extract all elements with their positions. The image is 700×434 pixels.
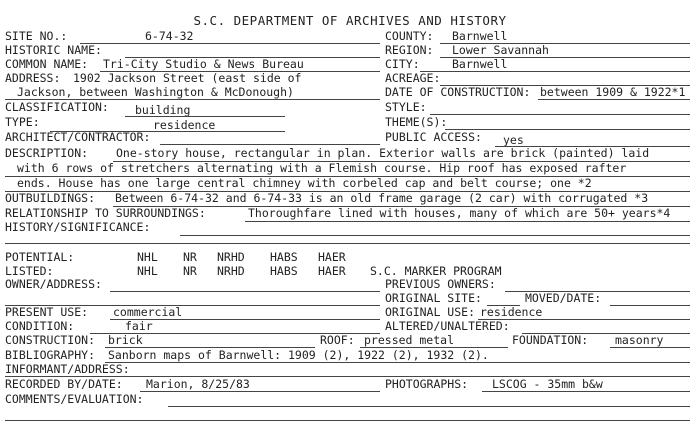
site-no-line bbox=[80, 43, 380, 44]
relationship-label: RELATIONSHIP TO SURROUNDINGS: bbox=[5, 206, 206, 220]
bibliography-line bbox=[105, 362, 690, 363]
recorded-line bbox=[140, 391, 380, 392]
public-access-label: PUBLIC ACCESS: bbox=[385, 130, 482, 144]
listed-nr: NR bbox=[183, 264, 197, 278]
foundation-line bbox=[610, 347, 690, 348]
address-line1: 1902 Jackson Street (east side of bbox=[73, 71, 302, 85]
photographs-label: PHOTOGRAPHS: bbox=[385, 377, 469, 391]
roof-value: pressed metal bbox=[364, 333, 455, 347]
description-line3: ends. House has one large central chimney with corbeled cap and belt course; one *2 bbox=[17, 176, 592, 190]
potential-nrhd: NRHD bbox=[217, 250, 245, 264]
common-name-value: Tri-City Studio & News Bureau bbox=[103, 57, 304, 71]
region-value: Lower Savannah bbox=[452, 43, 549, 57]
classification-line bbox=[125, 116, 285, 117]
photographs-line bbox=[482, 391, 690, 392]
outbuildings-value: Between 6-74-32 and 6-74-33 is an old frame garage (2 car) with corrugated *3 bbox=[115, 191, 649, 205]
county-value: Barnwell bbox=[452, 29, 508, 43]
original-use-label: ORIGINAL USE: bbox=[385, 305, 476, 319]
moved-date-label: MOVED/DATE: bbox=[525, 291, 602, 305]
construction-label: CONSTRUCTION: bbox=[5, 333, 96, 347]
address-line2: Jackson, between Washington & McDonough) bbox=[17, 85, 294, 99]
acreage-label: ACREAGE: bbox=[385, 71, 441, 85]
type-label: TYPE: bbox=[5, 115, 40, 129]
listed-nhl: NHL bbox=[137, 264, 158, 278]
owner-label: OWNER/ADDRESS: bbox=[5, 277, 102, 291]
site-no-value: 6-74-32 bbox=[145, 29, 194, 43]
date-construction-label: DATE OF CONSTRUCTION: bbox=[385, 85, 531, 99]
roof-label: ROOF: bbox=[320, 333, 355, 347]
style-label: STYLE: bbox=[385, 100, 427, 114]
public-access-value: yes bbox=[503, 133, 524, 147]
foundation-value: masonry bbox=[615, 333, 664, 347]
condition-value: fair bbox=[125, 319, 153, 333]
region-label: REGION: bbox=[385, 43, 434, 57]
present-use-label: PRESENT USE: bbox=[5, 305, 89, 319]
construction-value: brick bbox=[108, 333, 143, 347]
potential-nr: NR bbox=[183, 250, 197, 264]
outbuildings-label: OUTBUILDINGS: bbox=[5, 191, 96, 205]
history-line-2 bbox=[5, 243, 690, 244]
listed-habs: HABS bbox=[270, 264, 298, 278]
comments-line-2 bbox=[5, 420, 690, 421]
history-line bbox=[180, 235, 690, 236]
historic-name-label: HISTORIC NAME: bbox=[5, 43, 102, 57]
listed-haer: HAER bbox=[318, 264, 346, 278]
potential-habs: HABS bbox=[270, 250, 298, 264]
classification-value: building bbox=[135, 103, 191, 117]
original-use-line bbox=[478, 319, 690, 320]
potential-label: POTENTIAL: bbox=[5, 250, 75, 264]
site-no-label: SITE NO.: bbox=[5, 29, 68, 43]
type-value: residence bbox=[153, 118, 216, 132]
description-label: DESCRIPTION: bbox=[5, 146, 89, 160]
comments-line bbox=[168, 406, 690, 407]
informant-label: INFORMANT/ADDRESS: bbox=[5, 362, 130, 376]
description-line1: One-story house, rectangular in plan. Exterior walls are brick (painted) laid bbox=[116, 146, 650, 160]
common-name-label: COMMON NAME: bbox=[5, 57, 89, 71]
original-site-label: ORIGINAL SITE: bbox=[385, 291, 482, 305]
previous-owners-label: PREVIOUS OWNERS: bbox=[385, 277, 496, 291]
form-header: S.C. DEPARTMENT OF ARCHIVES AND HISTORY bbox=[193, 13, 507, 28]
style-line bbox=[430, 114, 690, 115]
relationship-line bbox=[245, 221, 690, 222]
potential-haer: HAER bbox=[318, 250, 346, 264]
condition-label: CONDITION: bbox=[5, 319, 75, 333]
city-label: CITY: bbox=[385, 57, 420, 71]
city-value: Barnwell bbox=[452, 57, 508, 71]
county-label: COUNTY: bbox=[385, 29, 434, 43]
date-construction-line bbox=[538, 99, 690, 100]
relationship-value: Thoroughfare lined with houses, many of which are 50+ years*4 bbox=[248, 206, 671, 220]
date-construction-value: between 1909 & 1922*1 bbox=[540, 85, 686, 99]
foundation-label: FOUNDATION: bbox=[512, 333, 589, 347]
architect-label: ARCHITECT/CONTRACTOR: bbox=[5, 130, 151, 144]
potential-nhl: NHL bbox=[137, 250, 158, 264]
moved-date-line bbox=[610, 305, 690, 306]
bibliography-label: BIBLIOGRAPHY: bbox=[5, 348, 96, 362]
recorded-value: Marion, 8/25/83 bbox=[146, 377, 250, 391]
marker-program: S.C. MARKER PROGRAM bbox=[370, 264, 502, 278]
owner-line bbox=[110, 291, 380, 292]
theme-label: THEME(S): bbox=[385, 115, 448, 129]
architect-line bbox=[160, 144, 380, 145]
photographs-value: LSCOG - 35mm b&w bbox=[492, 377, 603, 391]
comments-label: COMMENTS/EVALUATION: bbox=[5, 392, 144, 406]
bibliography-value: Sanborn maps of Barnwell: 1909 (2), 1922 (2), 1932 (2). bbox=[108, 348, 489, 362]
recorded-label: RECORDED BY/DATE: bbox=[5, 377, 123, 391]
present-use-value: commercial bbox=[113, 305, 183, 319]
city-line bbox=[420, 71, 690, 72]
description-line2: with 6 rows of stretchers alternating with a Flemish course. Hip roof has exposed rafter bbox=[17, 161, 627, 175]
original-use-value: residence bbox=[480, 305, 543, 319]
classification-label: CLASSIFICATION: bbox=[5, 100, 109, 114]
history-label: HISTORY/SIGNIFICANCE: bbox=[5, 220, 151, 234]
listed-nrhd: NRHD bbox=[217, 264, 245, 278]
altered-label: ALTERED/UNALTERED: bbox=[385, 319, 510, 333]
address-label: ADDRESS: bbox=[5, 71, 61, 85]
listed-label: LISTED: bbox=[5, 264, 54, 278]
